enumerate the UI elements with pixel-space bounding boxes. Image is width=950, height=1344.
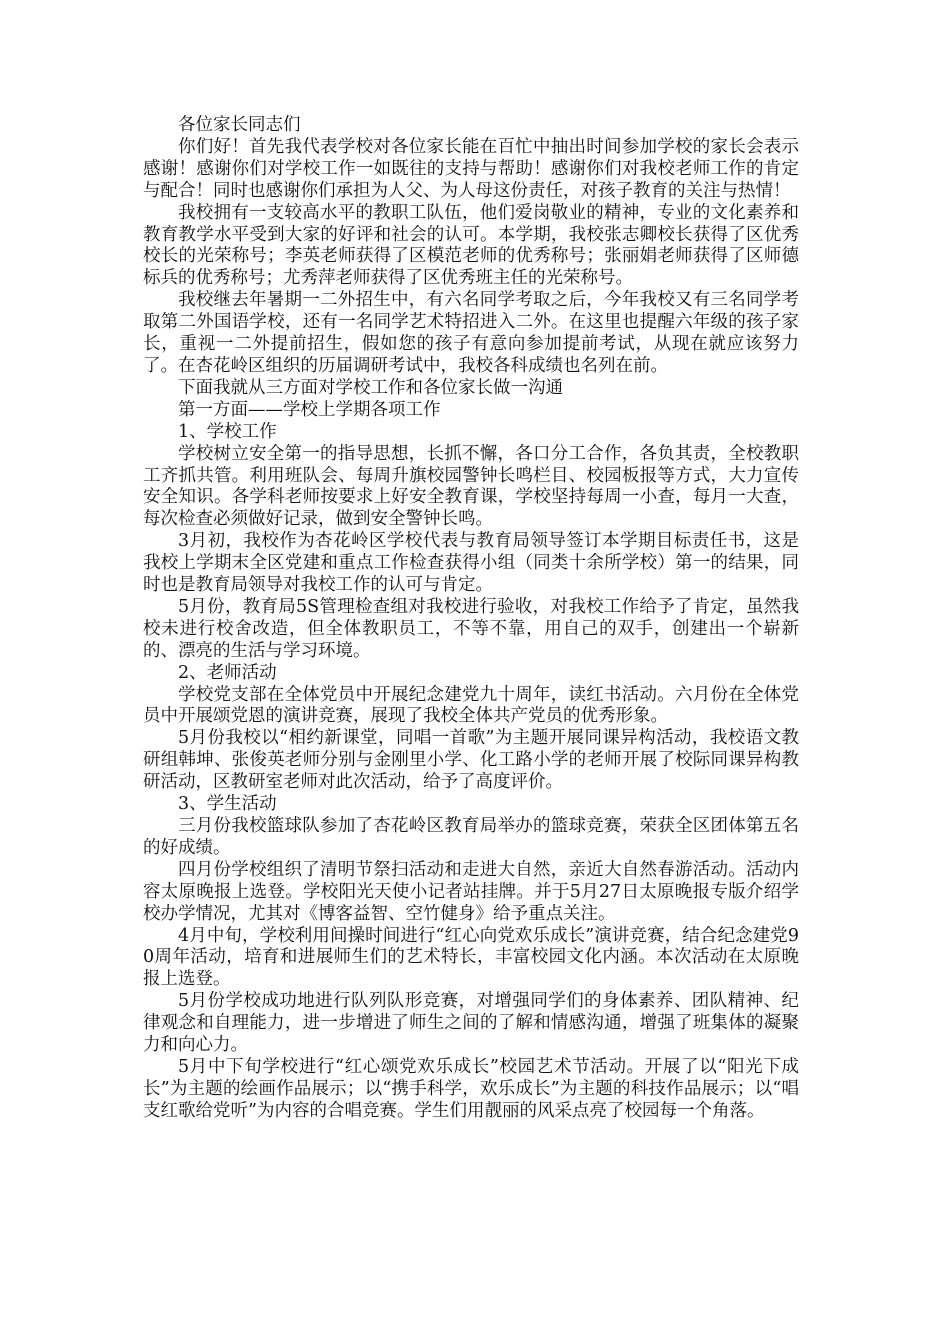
subsection-heading-teacher-activities: 2、老师活动 [178,662,277,683]
staff-paragraph: 我校拥有一支较高水平的教职工队伍，他们爱岗敬业的精神，专业的文化素养和教育教学水平受到大家的好评和社会的认可。本学期，我校张志卿校长获得了区优秀校长的光荣称号；李英老师获得了区模范老师的优秀称号；张丽娟老师获得了区师德标兵的优秀称号；尤秀萍老师获得了区优秀班主任的光荣称号。 [143,202,799,289]
section-heading: 第一方面——学校上学期各项工作 [178,399,441,420]
document-body [143,115,799,1123]
same-lesson-paragraph: 5月份我校以“相约新课堂，同唱一首歌”为主题开展同课异构活动，我校语文教研组韩坤、张俊英老师分别与金刚里小学、化工路小学的老师开展了校际同课异构教研活动，区教研室老师对此次活动，给予了高度评价。 [143,728,799,793]
drill-contest-paragraph: 5月份学校成功地进行队列队形竞赛，对增强同学们的身体素养、团队精神、纪律观念和自理能力，进一步增进了师生之间的了解和情感沟通，增强了班集体的凝聚力和向心力。 [143,991,799,1056]
safety-paragraph: 学校树立安全第一的指导思想，长抓不懈，各口分工合作，各负其责，全校教职工齐抓共管。利用班队会、每周升旗校园警钟长鸣栏目、校园板报等方式，大力宣传安全知识。各学科老师按要求上好安全教育课，学校坚持每周一小查，每月一大查，每次检查必须做好记录，做到安全警钟长鸣。 [143,443,799,530]
march-paragraph: 3月初，我校作为杏花岭区学校代表与教育局领导签订本学期目标责任书，这是我校上学期末全区党建和重点工作检查获得小组（同类十余所学校）第一的结果，同时也是教育局领导对我校工作的认可与肯定。 [143,531,799,596]
party-branch-paragraph: 学校党支部在全体党员中开展纪念建党九十周年，读红书活动。六月份在全体党员中开展颂党恩的演讲竞赛，展现了我校全体共产党员的优秀形象。 [143,684,799,727]
april-activities-paragraph: 四月份学校组织了清明节祭扫活动和走进大自然，亲近大自然春游活动。活动内容太原晚报上选登。学校阳光天使小记者站挂牌。并于5月27日太原晚报专版介绍学校办学情况，尤其对《博客益智、空竹健身》给予重点关注。 [143,859,799,924]
art-festival-paragraph: 5月中下旬学校进行“红心颂党欢乐成长”校园艺术节活动。开展了以“阳光下成长”为主题的绘画作品展示；以“携手科学，欢乐成长”为主题的科技作品展示；以“唱支红歌给党听”为内容的合唱竞赛。学生们用靓丽的风采点亮了校园每一个角落。 [143,1056,799,1121]
subsection-heading-school-work: 1、学校工作 [178,421,277,442]
basketball-paragraph: 三月份我校篮球队参加了杏花岭区教育局举办的篮球竞赛，荣获全区团体第五名的好成绩。 [143,816,799,858]
subsection-heading-student-activities: 3、学生活动 [178,794,277,815]
salutation: 各位家长同志们 [178,115,301,135]
may-5s-paragraph: 5月份，教育局5S管理检查组对我校进行验收，对我校工作给予了肯定，虽然我校未进行校舍改造，但全体教职员工，不等不靠，用自己的双手，创建出一个崭新的、漂亮的生活与学习环境。 [143,596,799,661]
intro-line: 下面我就从三方面对学校工作和各位家长做一沟通 [178,377,563,398]
admissions-paragraph: 我校继去年暑期一二外招生中，有六名同学考取之后，今年我校又有三名同学考取第二外国语学校，还有一名同学艺术特招进入二外。在这里也提醒六年级的孩子家长，重视一二外提前招生，假如您的孩子有意向参加提前考试，从现在就应该努力了。在杏花岭区组织的历届调研考试中，我校各科成绩也名列在前。 [143,290,799,376]
speech-contest-paragraph: 4月中旬，学校利用间操时间进行“红心向党欢乐成长”演讲竞赛，结合纪念建党90周年活动，培育和进展师生们的艺术特长，丰富校园文化内涵。本次活动在太原晚报上选登。 [143,925,799,990]
greeting-paragraph: 你们好！首先我代表学校对各位家长能在百忙中抽出时间参加学校的家长会表示感谢！感谢你们对学校工作一如既往的支持与帮助！感谢你们对我校老师工作的肯定与配合！同时也感谢你们承担为人父、为人母这份责任，对孩子教育的关注与热情！ [143,136,799,201]
